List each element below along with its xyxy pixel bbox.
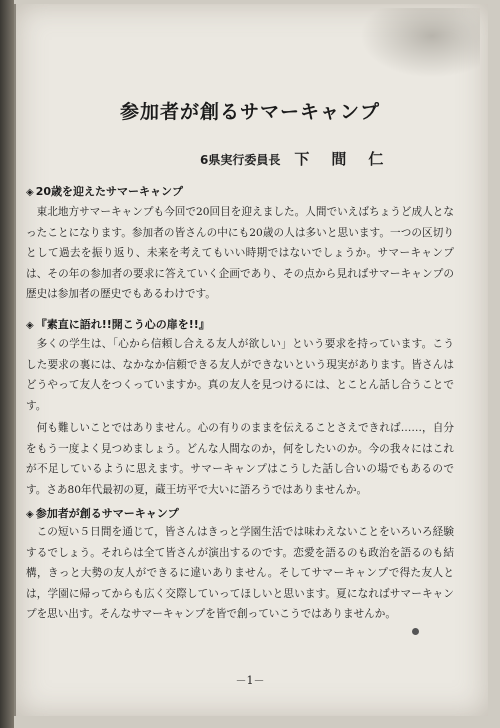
section-marker: ◈: [26, 187, 34, 198]
section-heading-text: 参加者が創るサマーキャンプ: [35, 507, 179, 520]
section-heading: [26, 183, 183, 199]
section-paragraph: 東北地方サマーキャンプも今回で20回目を迎えました。人間でいえばちょうど成人となったことになります。参加者の皆さんの中にも20歳の人は多いと思います。一つの区切りとして過去を振り返り、未来を考えてもいい時期ではないでしょうか。サマーキャンプは、その年の参加者の要求に答えていく企画であり、その点から見ればサマーキャンプの歴史は参加者の歴史でもあるわけです。: [26, 206, 454, 301]
author-name: 下間仁: [294, 150, 406, 168]
section-heading: [26, 316, 210, 332]
section-heading-text: 『素直に語れ!!開こう心の扉を!!』: [35, 318, 210, 331]
author-role: 6県実行委員長: [200, 153, 281, 167]
section-heading: [26, 505, 179, 521]
ink-spot: [412, 628, 419, 635]
section-paragraph: 多くの学生は、「心から信頼し合える友人が欲しい」という要求を持っています。こうした要求の裏には、なかなか信頼できる友人ができないという現実があります。皆さんはどうやって友人をつくっていますか。真の友人を見つけるには、とことん話し合うことです。: [26, 338, 454, 412]
page-stain: [360, 8, 480, 78]
section-marker: ◈: [26, 320, 34, 331]
section-heading-text: 20歳を迎えたサマーキャンプ: [35, 185, 184, 198]
page-title: 参加者が創るサマーキャンプ: [119, 101, 380, 123]
section-paragraph: 何も難しいことではありません。心の有りのままを伝えることさえできれば……，自分をもう一度よく見つめましょう。どんな人間なのか，何をしたいのか。今の我々にはこれが不足しているように思えます。サマーキャンプはこうした話し合いの場でもあるのです。さあ80年代最初の夏，蔵王坊平で大いに語ろうではありませんか。: [26, 422, 454, 496]
author-line: [200, 148, 405, 169]
section-paragraph: この短い５日間を通じて，皆さんはきっと学園生活では味わえないことをいろいろ経験するでしょう。それらは全て皆さんが演出するのです。恋愛を語るのも政治を語るのも結構，きっと大勢の友人ができるに違いありません。そしてサマーキャンプで得た友人とは，学園に帰ってからも広く交際していってほしいと思います。夏になればサマーキャンプを思い出す。そんなサマーキャンプを皆で創っていこうではありませんか。: [26, 526, 454, 621]
section-marker: ◈: [26, 509, 34, 520]
page-number: －1－: [235, 674, 265, 687]
